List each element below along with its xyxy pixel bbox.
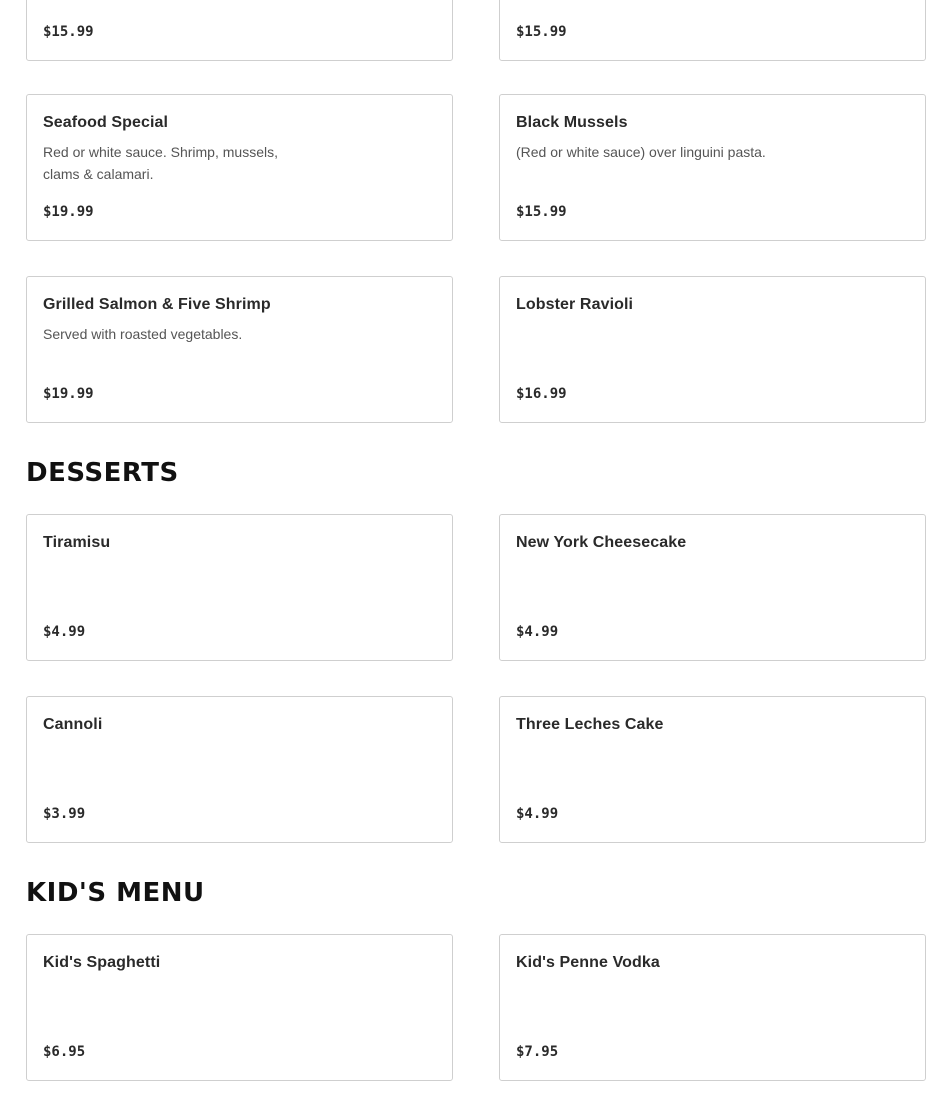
section-title-desserts: DESSERTS (26, 458, 179, 488)
menu-item-name: Cannoli (43, 716, 103, 733)
menu-item-card[interactable] (26, 934, 453, 1081)
menu-item-card[interactable] (26, 276, 453, 423)
menu-item-card[interactable] (499, 94, 926, 241)
menu-item-card[interactable] (499, 276, 926, 423)
menu-item-name: Kid's Spaghetti (43, 954, 161, 971)
menu-item-card[interactable] (499, 696, 926, 843)
menu-item-name: Kid's Penne Vodka (516, 954, 660, 971)
menu-item-price: $16.99 (516, 386, 567, 402)
menu-item-price: $6.95 (43, 1044, 86, 1060)
menu-item-card[interactable] (26, 94, 453, 241)
section-title-kids-menu: KID'S MENU (26, 878, 205, 908)
menu-item-price: $7.95 (516, 1044, 559, 1060)
menu-item-price: $4.99 (516, 624, 559, 640)
menu-item-price: $15.99 (516, 24, 567, 40)
menu-item-name: Tiramisu (43, 534, 111, 551)
menu-item-price: $4.99 (516, 806, 559, 822)
menu-item-name: New York Cheesecake (516, 534, 687, 551)
menu-item-card[interactable] (499, 0, 926, 61)
menu-item-description: (Red or white sauce) over linguini pasta. (516, 144, 766, 160)
menu-item-card[interactable] (499, 934, 926, 1081)
menu-item-card[interactable] (26, 0, 453, 61)
menu-item-card[interactable] (26, 696, 453, 843)
menu-item-name: Grilled Salmon & Five Shrimp (43, 296, 271, 313)
menu-item-description: Served with roasted vegetables. (43, 326, 243, 342)
menu-item-card[interactable] (499, 514, 926, 661)
menu-item-price: $15.99 (516, 204, 567, 220)
menu-item-price: $3.99 (43, 806, 86, 822)
menu-item-price: $15.99 (43, 24, 94, 40)
menu-item-name: Seafood Special (43, 114, 169, 131)
menu-item-name: Lobster Ravioli (516, 296, 634, 313)
menu-item-price: $19.99 (43, 386, 94, 402)
menu-item-name: Black Mussels (516, 114, 628, 131)
menu-item-description: Red or white sauce. Shrimp, mussels, clams & calamari. (43, 144, 278, 182)
menu-item-price: $19.99 (43, 204, 94, 220)
menu-item-name: Three Leches Cake (516, 716, 664, 733)
menu-item-price: $4.99 (43, 624, 86, 640)
menu-item-card[interactable] (26, 514, 453, 661)
